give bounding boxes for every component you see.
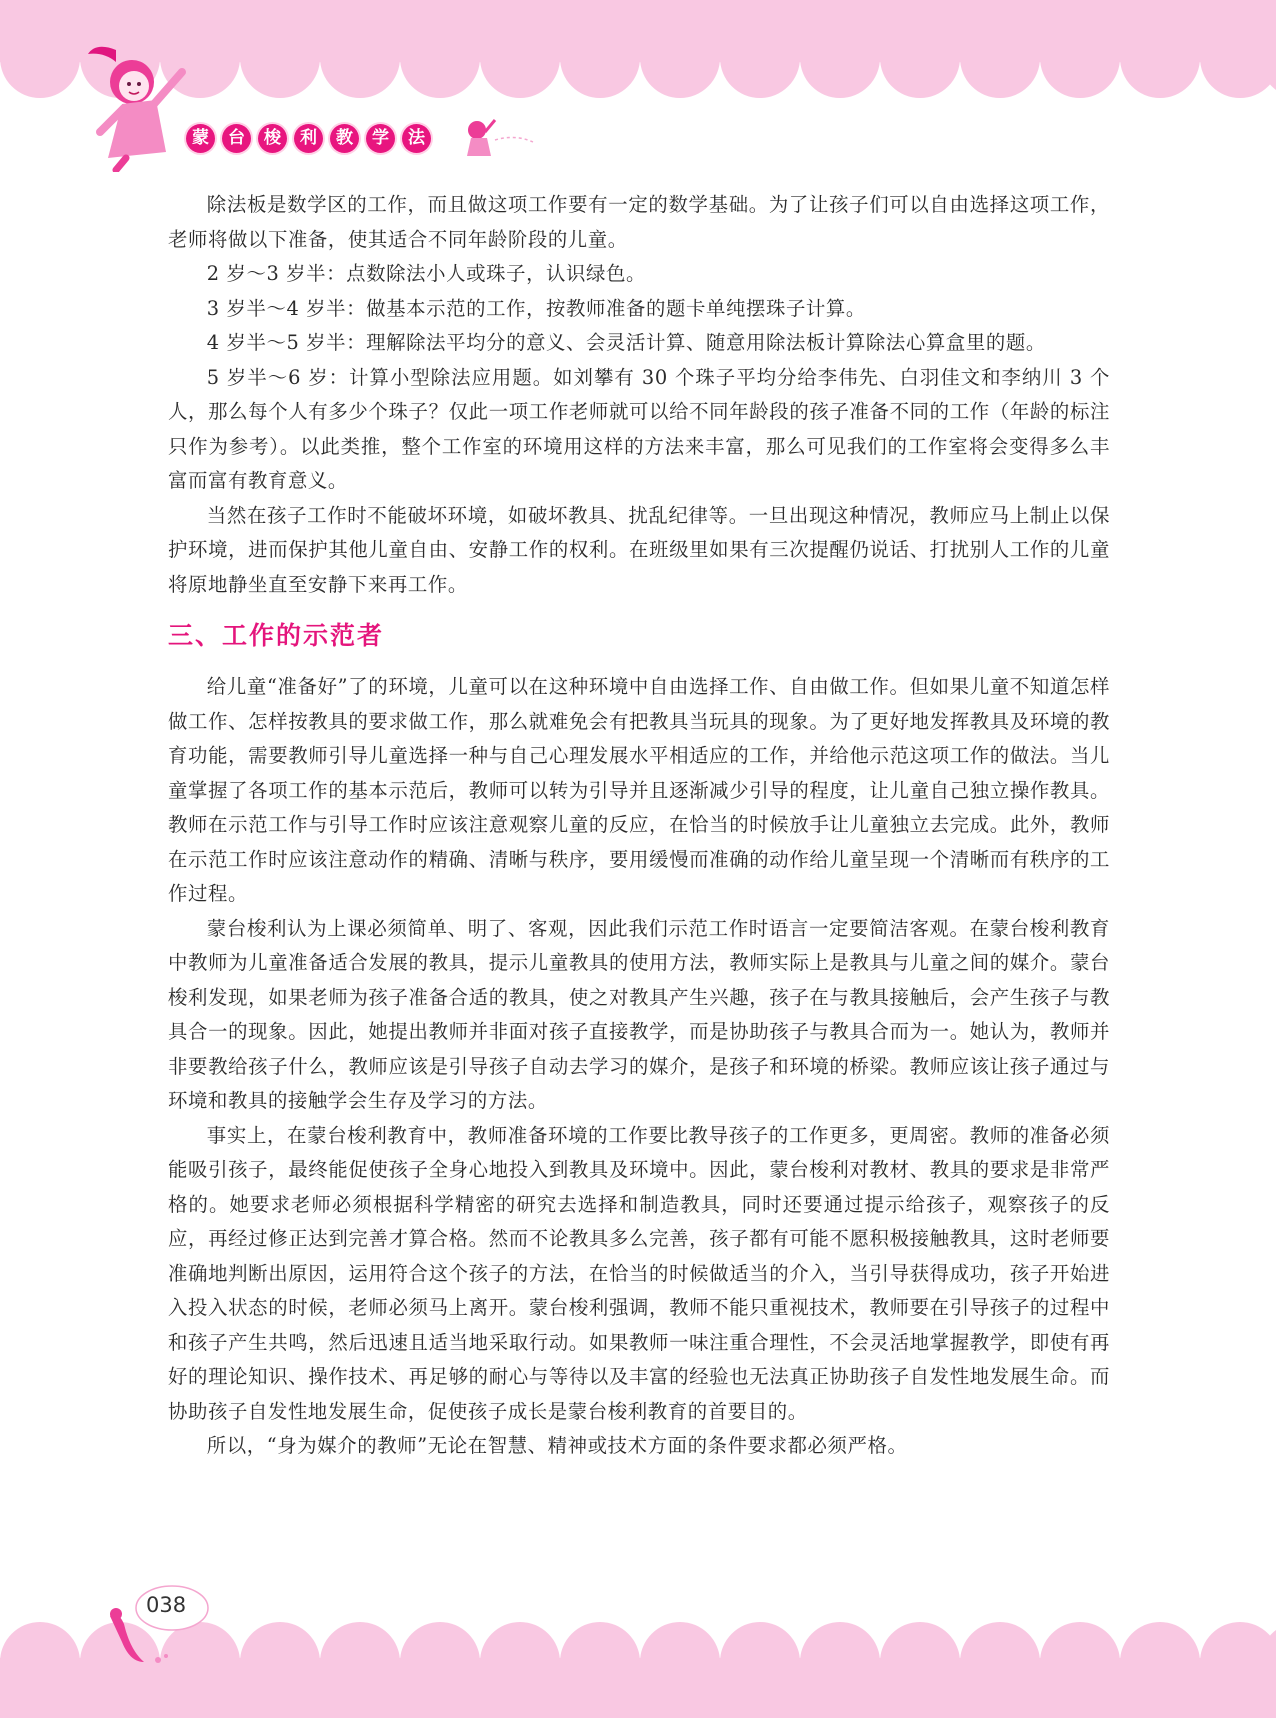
page-content [168,188,1110,1464]
body-paragraph: 除法板是数学区的工作，而且做这项工作要有一定的数学基础。为了让孩子们可以自由选择这项工作，老师将做以下准备，使其适合不同年龄阶段的儿童。 [168,193,1110,251]
page-number: 038 [146,1593,187,1617]
body-paragraph: 事实上，在蒙台梭利教育中，教师准备环境的工作要比教导孩子的工作更多，更周密。教师的准备必须能吸引孩子，最终能促使孩子全身心地投入到教具及环境中。因此，蒙台梭利对教材、教具的要求是非常严格的。她要求老师必须根据科学精密的研究去选择和制造教具，同时还要通过提示给孩子，观察孩子的反应，再经过修正达到完善才算合格。然而不论教具多么完善，孩子都有可能不愿积极接触教具，这时老师要准确地判断出原因，运用符合这个孩子的方法，在恰当的时候做适当的介入，当引导获得成功，孩子开始进入投入状态的时候，老师必须马上离开。蒙台梭利强调，教师不能只重视技术，教师要在引导孩子的过程中和孩子产生共鸣，然后迅速且适当地采取行动。如果教师一味注重合理性，不会灵活地掌握教学，即使有再好的理论知识、操作技术、再足够的耐心与等待以及丰富的经验也无法真正协助孩子自发性地发展生命。而协助孩子自发性地发展生命，促使孩子成长是蒙台梭利教育的首要目的。 [168,1123,1110,1423]
little-fairy-icon [455,112,535,162]
book-title-char: 梭 [258,124,287,153]
book-title-char: 法 [402,124,431,153]
fairy-girl-icon [86,42,196,172]
book-title-char: 学 [366,124,395,153]
book-title-char: 利 [294,124,323,153]
book-title-char: 蒙 [186,124,215,153]
section-heading: 三、工作的示范者 [168,621,385,650]
book-title-char: 台 [222,124,251,153]
book-title [186,124,431,153]
body-paragraph: 2 岁～3 岁半：点数除法小人或珠子，认识绿色。 [206,262,647,285]
body-paragraph: 5 岁半～6 岁：计算小型除法应用题。如刘攀有 30 个珠子平均分给李伟先、白羽佳文和李纳川 3 个人，那么每个人有多少个珠子？仅此一项工作老师就可以给不同年龄段的孩子准备不同的工作（年龄的标注只作为参考）。以此类推，整个工作室的环境用这样的方法来丰富，那么可见我们的工作室将会变得多么丰富而富有教育意义。 [168,365,1110,492]
body-paragraph: 4 岁半～5 岁半：理解除法平均分的意义、会灵活计算、随意用除法板计算除法心算盒里的题。 [206,331,1046,354]
body-paragraph: 所以，“身为媒介的教师”无论在智慧、精神或技术方面的条件要求都必须严格。 [206,1434,908,1457]
book-title-char: 教 [330,124,359,153]
body-paragraph: 蒙台梭利认为上课必须简单、明了、客观，因此我们示范工作时语言一定要简洁客观。在蒙台梭利教育中教师为儿童准备适合发展的教具，提示儿童教具的使用方法，教师实际上是教具与儿童之间的媒介。蒙台梭利发现，如果老师为孩子准备合适的教具，使之对教具产生兴趣，孩子在与教具接触后，会产生孩子与教具合一的现象。因此，她提出教师并非面对孩子直接教学，而是协助孩子与教具合而为一。她认为，教师并非要教给孩子什么，教师应该是引导孩子自动去学习的媒介，是孩子和环境的桥梁。教师应该让孩子通过与环境和教具的接触学会生存及学习的方法。 [168,916,1110,1112]
body-paragraph: 当然在孩子工作时不能破坏环境，如破坏教具、扰乱纪律等。一旦出现这种情况，教师应马上制止以保护环境，进而保护其他儿童自由、安静工作的权利。在班级里如果有三次提醒仍说话、打扰别人工作的儿童将原地静坐直至安静下来再工作。 [168,503,1110,596]
body-paragraph: 3 岁半～4 岁半：做基本示范的工作，按教师准备的题卡单纯摆珠子计算。 [206,296,866,320]
body-paragraph: 给儿童“准备好”了的环境，儿童可以在这种环境中自由选择工作、自由做工作。但如果儿童不知道怎样做工作、怎样按教具的要求做工作，那么就难免会有把教具当玩具的现象。为了更好地发挥教具及环境的教育功能，需要教师引导儿童选择一种与自己心理发展水平相适应的工作，并给他示范这项工作的做法。当儿童掌握了各项工作的基本示范后，教师可以转为引导并且逐渐减少引导的程度，让儿童自己独立操作教具。教师在示范工作与引导工作时应该注意观察儿童的反应，在恰当的时候放手让儿童独立去完成。此外，教师在示范工作时应该注意动作的精确、清晰与秩序，要用缓慢而准确的动作给儿童呈现一个清晰而有秩序的工作过程。 [168,675,1110,905]
